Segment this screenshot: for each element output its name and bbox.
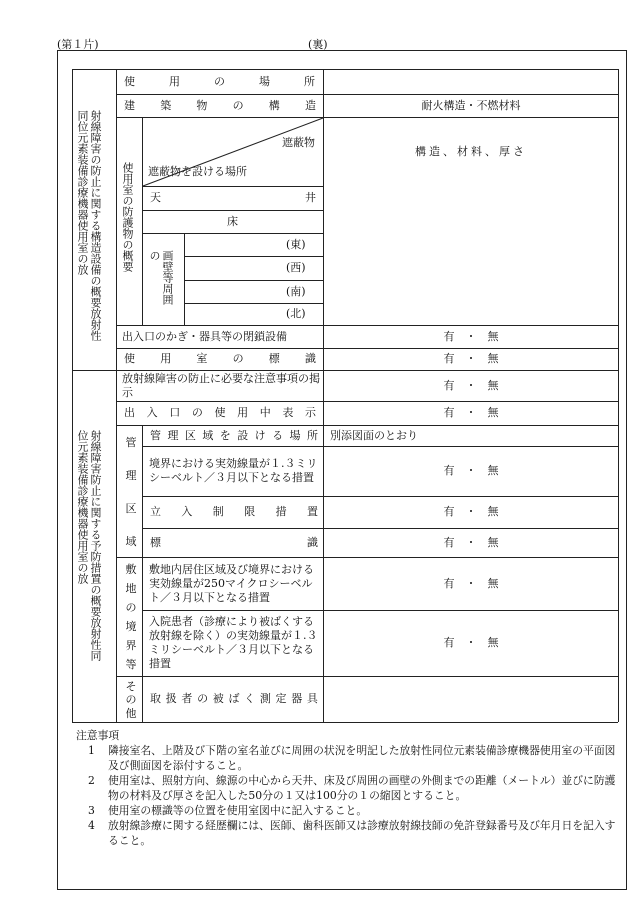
site-label: 敷 地 の 境 界 等 [125,562,137,672]
shield-label: 遮蔽物 [282,136,315,149]
section2-title-col1: 放射性同位元素装備診療機器使用室の放 [76,430,102,661]
mgmt-label: 管 理 区 域 [125,435,137,548]
protection-label: 使用室の防護物の概要 [121,162,134,272]
location-label: 使 用 の 場 所 [124,74,316,88]
note-text: 使用室は、照射方向、線源の中心から天井、床及び周囲の画壁の外側までの距離（メートル）並びに防護物の材料及び厚さを記入した50分の１又は100分の１の縮図とすること。 [108,774,616,802]
dosimeter-value[interactable] [324,676,618,722]
location-value[interactable] [324,69,618,94]
note-number: 1 [88,744,95,757]
dosimeter-label: 取 扱 者 の 被 ば く 測 定 器 具 [150,692,318,705]
section1-title-col1: 放射性同位元素装備診療機器使用室の放 [76,110,102,341]
mgmt-measure-label: 境界における実効線量が１.３ミリシーベルト／３月以下となる措置 [149,457,318,484]
note-item [76,773,616,803]
sign-label: 使 用 室 の 標 識 [124,352,316,365]
note-number: 3 [88,804,95,817]
structure-value: 耐火構造・不燃材料 [421,98,521,112]
site1-value[interactable]: 有 ・ 無 [443,576,499,590]
ceiling-label: 天 井 [150,191,316,204]
page-number: (第１片) [57,38,99,51]
note-number: 2 [88,774,95,787]
west-label: (西) [286,261,306,274]
restrict-label: 立 入 制 限 措 置 [150,505,318,518]
section1-title [76,110,102,350]
page-side-label: (裏) [308,38,328,51]
note-text: 放射線診療に関する経歴欄には、医師、歯科医師又は診療放射線技師の免許登録番号及び年月日を記入すること。 [108,819,616,847]
note-item [76,818,616,848]
mgmt-place-value: 別添図面のとおり [330,428,418,442]
note-text: 隣接室名、上階及び下階の室名並びに周囲の状況を明記した放射性同位元素装備診療機器使用室の平面図及び側面図を添付すること。 [108,744,616,772]
ceiling-value[interactable] [324,186,618,210]
site2-label: 入院患者（診療により被ばくする放射線を除く）の実効線量が１.３ミリシーベルト／３月以下となる措置 [149,615,318,670]
inuse-label: 出 入 口 の 使 用 中 表 示 [124,406,316,419]
note-item [76,803,616,818]
south-label: (南) [286,284,306,298]
mgmt-sign-value[interactable]: 有 ・ 無 [443,535,499,549]
site2-value[interactable]: 有 ・ 無 [443,636,499,649]
mgmt-sign-label: 標 識 [150,535,318,549]
floor-value[interactable] [324,210,618,233]
section1-title-col2: 射線障害の防止に関する構造設備の概要 [89,110,102,308]
lock-value[interactable]: 有 ・ 無 [443,329,499,343]
other-label: そ の 他 [125,680,137,720]
section2-title-col2: 射線障害防止に関する予防措置の概要 [89,430,102,617]
mgmt-measure-value[interactable]: 有 ・ 無 [443,464,499,477]
notice-value[interactable]: 有 ・ 無 [443,379,499,392]
east-label: (東) [286,237,306,251]
walls-label-col1: 周囲の [148,250,174,305]
site1-label: 敷地内居住区域及び境界における実効線量が250マイクロシーベルト／３月以下となる措置 [149,562,314,604]
section2-title [76,430,102,670]
spec-header: 構造、材料、厚さ [415,144,527,158]
notice-label: 放射線障害の防止に必要な注意事項の掲示 [122,372,320,399]
sign-value[interactable]: 有 ・ 無 [443,352,499,365]
walls-label [148,250,174,310]
lock-label: 出入口のかぎ・器具等の閉鎖設備 [122,329,287,343]
mgmt-place-label: 管 理 区 域 を 設 け る 場 所 [150,428,318,442]
structure-label: 建 築 物 の 構 造 [124,98,316,112]
shield-place-label: 遮蔽物を設ける場所 [148,165,247,178]
notes-section [76,728,616,848]
walls-label-col2: 画壁等 [161,250,174,283]
inuse-value[interactable]: 有 ・ 無 [443,406,499,419]
north-label: (北) [286,307,306,320]
note-number: 4 [88,819,95,832]
note-text: 使用室の標識等の位置を使用室図中に記入すること。 [108,804,368,817]
notes-title: 注意事項 [76,729,120,742]
restrict-value[interactable]: 有 ・ 無 [443,505,499,518]
floor-label: 床 [227,214,238,228]
note-item [76,743,616,773]
